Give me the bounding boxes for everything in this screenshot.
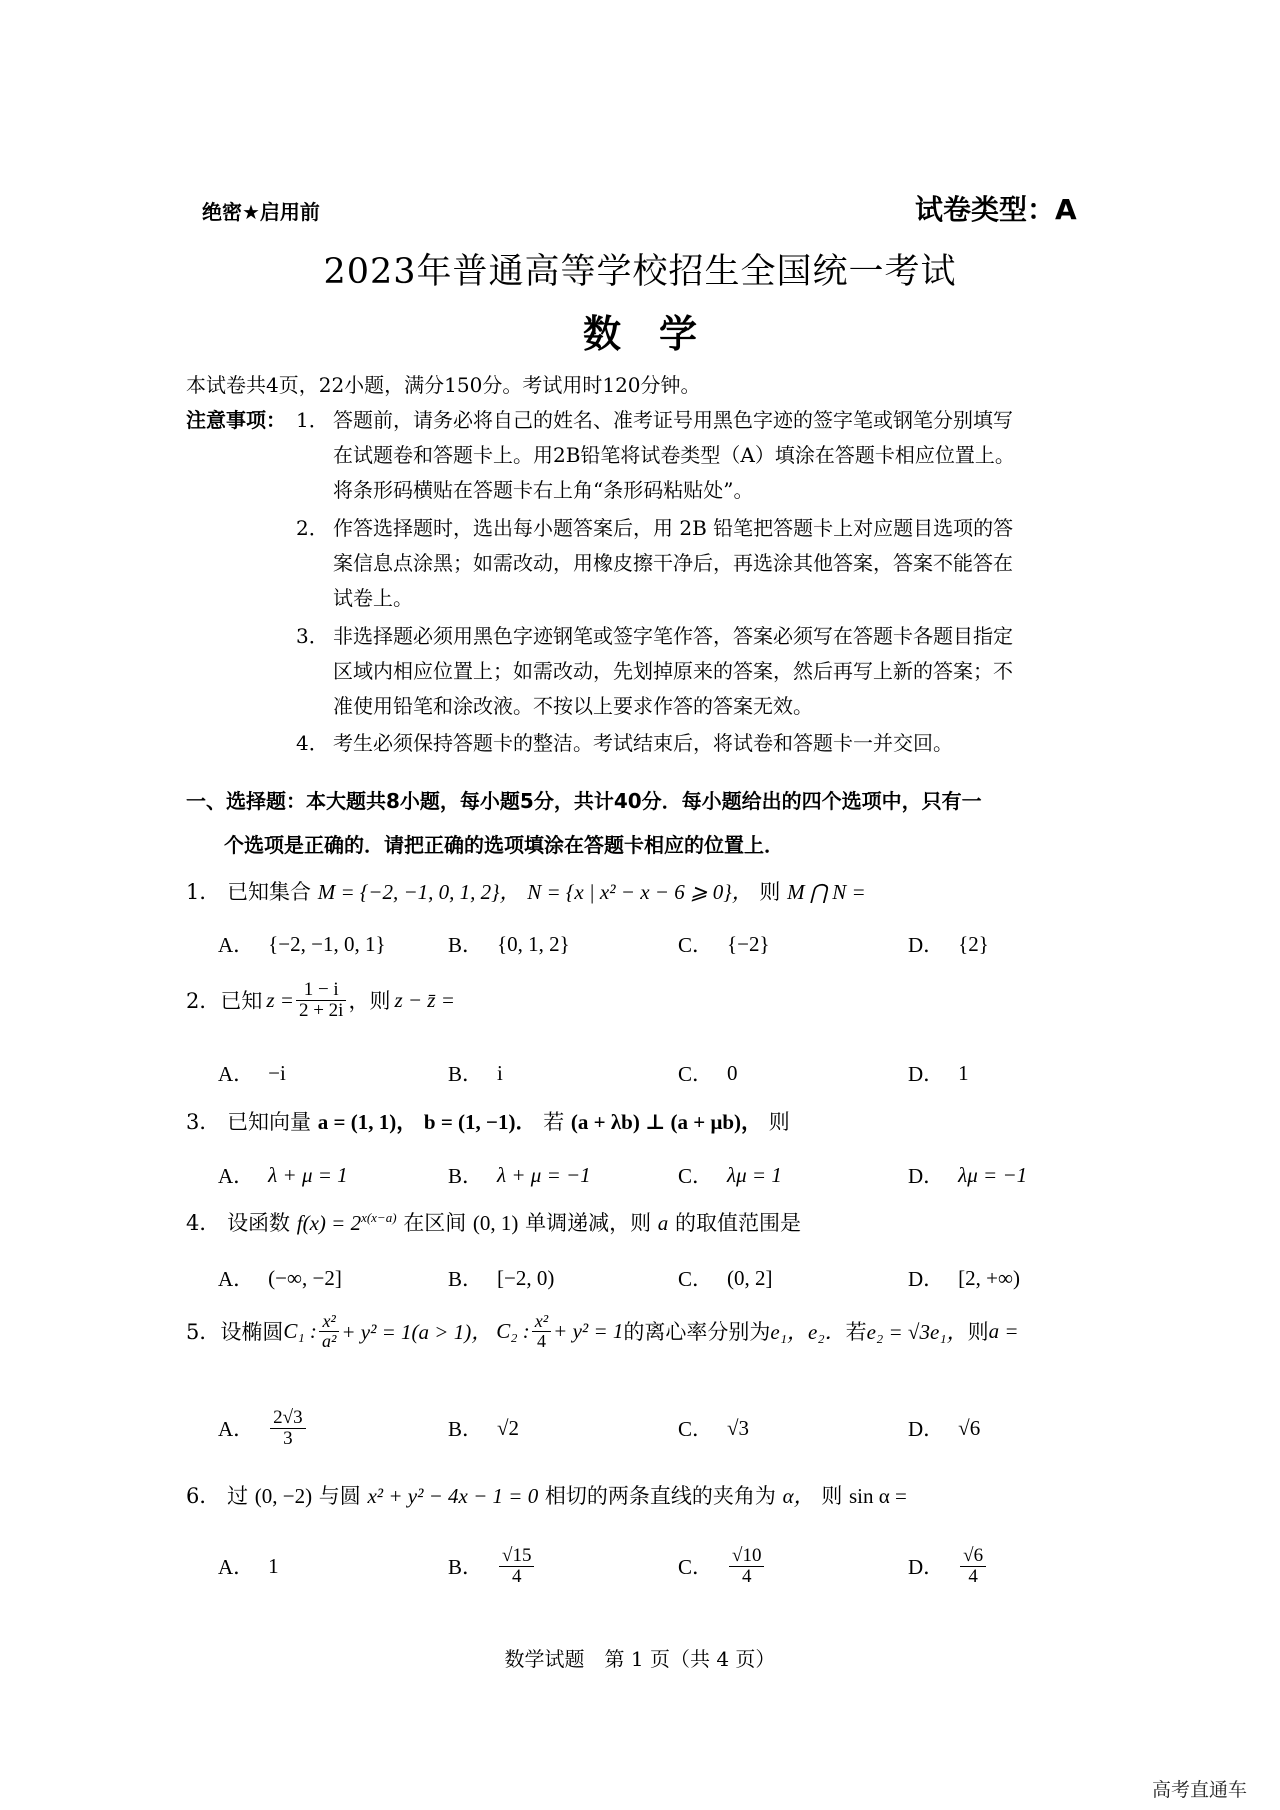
question-text: 则: [759, 880, 781, 904]
note-line: 试卷上。: [333, 586, 413, 610]
watermark-label: 高考直通车: [1152, 1779, 1248, 1801]
question-math: e₂ = √3e₁，: [866, 1320, 968, 1345]
question-text: 已知集合: [227, 880, 312, 904]
option-label: C．: [678, 1555, 714, 1579]
option-label: D．: [908, 1417, 945, 1441]
question-1: [186, 876, 866, 906]
option-d[interactable]: [908, 929, 1138, 959]
option-a[interactable]: [218, 1160, 448, 1190]
option-label: A．: [218, 1555, 255, 1579]
option-c[interactable]: [678, 1413, 908, 1443]
option-label: B．: [448, 1267, 484, 1291]
note-line: 准使用铅笔和涂改液。不按以上要求作答的答案无效。: [333, 694, 813, 718]
question-text: 则: [821, 1484, 843, 1508]
note-line: 案信息点涂黑；如需改动，用橡皮擦干净后，再选涂其他答案，答案不能答在: [333, 551, 1013, 575]
option-fraction: [499, 1546, 534, 1587]
option-b[interactable]: [448, 1160, 678, 1190]
option-label: D．: [908, 1555, 945, 1579]
note-line: 非选择题必须用黑色字迹钢笔或签字笔作答，答案必须写在答题卡各题目指定: [333, 624, 1013, 648]
option-fraction: [729, 1546, 764, 1587]
question-math: a =: [988, 1318, 1019, 1343]
options-row: [218, 1400, 1138, 1456]
option-text: −i: [268, 1060, 286, 1085]
exam-title: 2023年普通高等学校招生全国统一考试: [323, 252, 957, 292]
question-text: 的离心率分别为: [623, 1320, 771, 1345]
paper-type-label: 试卷类型：A: [915, 193, 1077, 226]
question-math: α，: [782, 1484, 815, 1508]
fraction-numerator: √6: [960, 1546, 986, 1567]
question-text: 则: [967, 1320, 989, 1345]
question-math: (0, 1): [472, 1211, 519, 1235]
option-b[interactable]: [448, 1263, 678, 1293]
note-line: 考生必须保持答题卡的整洁。考试结束后，将试卷和答题卡一并交回。: [333, 731, 953, 755]
fraction-denominator: 4: [511, 1565, 522, 1587]
fraction-numerator: x²: [319, 1312, 339, 1332]
note-line: 答题前，请务必将自己的姓名、准考证号用黑色字迹的签字笔或钢笔分别填写: [333, 408, 1013, 432]
option-c[interactable]: [678, 1263, 908, 1293]
option-label: D．: [908, 1267, 945, 1291]
note-line: 作答选择题时，选出每小题答案后，用 2B 铅笔把答题卡上对应题目选项的答: [333, 516, 1014, 540]
page-footer: 数学试题 第 1 页（共 4 页）: [504, 1647, 776, 1671]
note-line: 在试题卷和答题卡上。用2B铅笔将试卷类型（A）填涂在答题卡相应位置上。: [333, 443, 1015, 467]
option-b[interactable]: [448, 1058, 678, 1088]
option-label: D．: [908, 933, 945, 957]
question-text: 在区间: [403, 1211, 467, 1235]
fraction-numerator: √10: [729, 1546, 764, 1567]
option-d[interactable]: [908, 1263, 1138, 1293]
question-number: 2．: [186, 989, 221, 1014]
option-b[interactable]: [448, 929, 678, 959]
fraction: [319, 1312, 339, 1351]
option-text: [2, +∞): [958, 1265, 1020, 1290]
question-math: + y² = 1: [553, 1318, 624, 1343]
fraction-denominator: 4: [741, 1565, 752, 1587]
question-number: 5．: [186, 1320, 221, 1345]
question-6: [186, 1480, 907, 1510]
option-label: C．: [678, 933, 714, 957]
option-a[interactable]: [218, 1263, 448, 1293]
option-label: A．: [218, 1062, 255, 1086]
question-math: (a + λb) ⊥ (a + μb)，: [570, 1110, 763, 1134]
question-math: M ⋂ N =: [787, 880, 866, 904]
question-text: 设函数: [227, 1211, 291, 1235]
option-d[interactable]: [908, 1413, 1138, 1443]
note-number: 4．: [296, 731, 329, 755]
question-number: 6．: [186, 1484, 221, 1508]
option-label: C．: [678, 1417, 714, 1441]
option-a[interactable]: [218, 929, 448, 959]
confidential-label: 绝密★启用前: [202, 200, 320, 224]
question-text: 过: [227, 1484, 249, 1508]
option-text: 0: [727, 1060, 738, 1085]
question-math: a = (1, 1)，: [317, 1110, 418, 1134]
option-text: √2: [497, 1415, 520, 1440]
fraction-denominator: 4: [536, 1330, 546, 1351]
question-math: z − z̄ =: [394, 987, 455, 1012]
note-line: 区域内相应位置上；如需改动，先划掉原来的答案，然后再写上新的答案；不: [333, 659, 1013, 683]
question-3: [186, 1106, 790, 1136]
option-text: λ + μ = 1: [268, 1162, 348, 1187]
question-math: f(x) = 2: [296, 1211, 362, 1235]
fraction: [296, 980, 347, 1021]
question-math: e₁，e₂．: [770, 1320, 846, 1345]
option-text: 1: [268, 1553, 279, 1578]
option-label: C．: [678, 1062, 714, 1086]
subject-title: 数 学: [582, 312, 697, 356]
options-row: [218, 1263, 1138, 1293]
option-label: C．: [678, 1267, 714, 1291]
section-heading-continued: 个选项是正确的．请把正确的选项填涂在答题卡相应的位置上．: [224, 833, 784, 857]
option-text: (−∞, −2]: [268, 1265, 342, 1290]
option-text: {−2, −1, 0, 1}: [268, 931, 386, 956]
option-label: B．: [448, 1164, 484, 1188]
option-label: A．: [218, 1267, 255, 1291]
question-math: z =: [266, 987, 294, 1012]
note-number: 2．: [296, 516, 329, 540]
option-text: 1: [958, 1060, 969, 1085]
option-b[interactable]: [448, 1546, 678, 1587]
option-fraction: [960, 1546, 986, 1587]
note-number: 3．: [296, 624, 329, 648]
option-label: B．: [448, 1555, 484, 1579]
question-number: 3．: [186, 1110, 221, 1134]
question-text: 单调递减，则: [525, 1211, 652, 1235]
option-d[interactable]: [908, 1546, 1138, 1587]
question-text: 则: [768, 1110, 790, 1134]
option-label: D．: [908, 1164, 945, 1188]
option-label: B．: [448, 1062, 484, 1086]
option-label: A．: [218, 1417, 255, 1441]
option-c[interactable]: [678, 1160, 908, 1190]
question-math: (0, −2): [254, 1484, 313, 1508]
question-2: [186, 980, 455, 1021]
option-c[interactable]: [678, 929, 908, 959]
notes-label: 注意事项：: [186, 408, 286, 432]
fraction-numerator: x²: [532, 1312, 551, 1332]
option-text: [−2, 0): [497, 1265, 555, 1290]
question-math: b = (1, −1)．: [423, 1110, 537, 1134]
exam-intro: 本试卷共4页，22小题，满分150分。考试用时120分钟。: [186, 373, 701, 397]
option-a[interactable]: [218, 1408, 448, 1449]
question-text: 已知向量: [227, 1110, 312, 1134]
option-d[interactable]: [908, 1058, 1138, 1088]
option-text: λ + μ = −1: [497, 1162, 591, 1187]
option-label: C．: [678, 1164, 714, 1188]
question-math: C₂ :: [496, 1318, 530, 1343]
question-4: [186, 1207, 801, 1237]
question-math: N = {x | x² − x − 6 ⩾ 0}，: [527, 880, 753, 904]
option-text: √6: [958, 1415, 981, 1440]
question-text: ，则: [348, 989, 391, 1014]
question-text: 与圆: [318, 1484, 361, 1508]
note-line: 将条形码横贴在答题卡右上角“条形码粘贴处”。: [333, 478, 754, 502]
question-5: [186, 1312, 1019, 1351]
option-label: B．: [448, 933, 484, 957]
options-row: [218, 1160, 1138, 1190]
question-text: 若: [845, 1320, 867, 1345]
option-a[interactable]: [218, 1551, 448, 1581]
fraction-denominator: a²: [321, 1330, 337, 1351]
question-text: 的取值范围是: [674, 1211, 801, 1235]
option-text: λμ = −1: [958, 1162, 1028, 1187]
option-text: {2}: [958, 931, 989, 956]
question-math: + y² = 1(a > 1)，: [341, 1320, 493, 1345]
fraction-denominator: 4: [968, 1565, 978, 1587]
option-b[interactable]: [448, 1413, 678, 1443]
option-a[interactable]: [218, 1058, 448, 1088]
option-c[interactable]: [678, 1546, 908, 1587]
options-row: [218, 929, 1138, 959]
fraction-denominator: 3: [283, 1427, 293, 1449]
fraction-denominator: 2 + 2i: [298, 999, 344, 1021]
option-label: B．: [448, 1417, 484, 1441]
question-math: a: [657, 1211, 669, 1235]
question-math: C₁ :: [283, 1318, 317, 1343]
option-text: {−2}: [727, 931, 770, 956]
fraction-numerator: 1 − i: [296, 980, 347, 1001]
question-text: 设椭圆: [220, 1320, 284, 1345]
option-fraction: [270, 1408, 305, 1449]
option-text: (0, 2]: [727, 1265, 773, 1290]
question-math: x² + y² − 4x − 1 = 0: [367, 1484, 539, 1508]
option-label: A．: [218, 1164, 255, 1188]
option-label: D．: [908, 1062, 945, 1086]
options-row: [218, 1536, 1138, 1596]
option-text: {0, 1, 2}: [497, 931, 570, 956]
section-heading: 一、选择题：本大题共8小题，每小题5分，共计40分．每小题给出的四个选项中，只有一: [186, 789, 982, 813]
question-text: 若: [543, 1110, 565, 1134]
option-label: A．: [218, 933, 255, 957]
fraction-numerator: 2√3: [270, 1408, 305, 1429]
option-text: √3: [727, 1415, 750, 1440]
question-text: 相切的两条直线的夹角为: [544, 1484, 776, 1508]
option-text: λμ = 1: [727, 1162, 782, 1187]
exponent: x(x−a): [361, 1210, 397, 1225]
fraction: [532, 1312, 551, 1351]
fraction-numerator: √15: [499, 1546, 534, 1567]
question-number: 4．: [186, 1211, 221, 1235]
options-row: [218, 1058, 1138, 1088]
question-number: 1．: [186, 880, 221, 904]
note-number: 1．: [296, 408, 329, 432]
option-d[interactable]: [908, 1160, 1138, 1190]
question-math: sin α =: [849, 1484, 907, 1508]
option-text: i: [497, 1060, 503, 1085]
option-c[interactable]: [678, 1058, 908, 1088]
question-math: M = {−2, −1, 0, 1, 2}，: [317, 880, 521, 904]
question-text: 已知: [220, 989, 263, 1014]
